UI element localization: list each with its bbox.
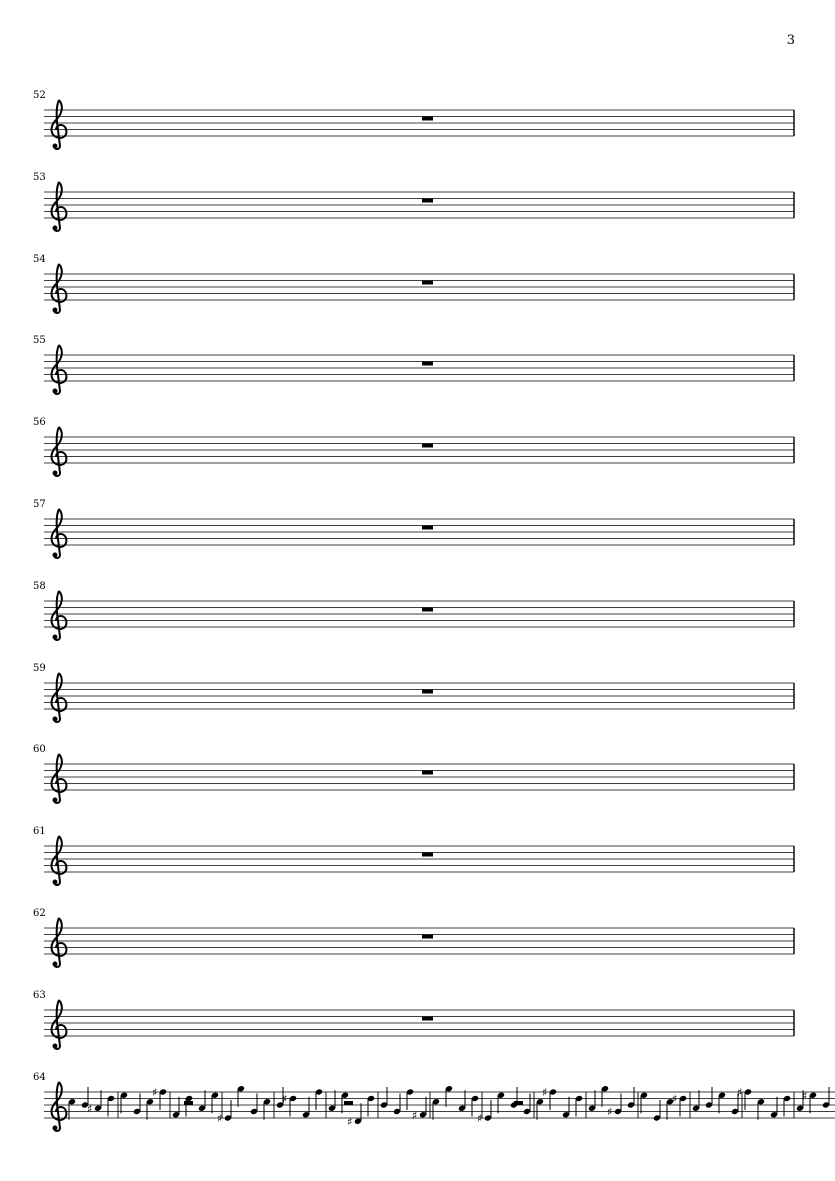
sharp-icon: ♯ (737, 1085, 743, 1099)
staff-svg (44, 417, 794, 497)
treble-clef-icon (52, 345, 67, 394)
treble-clef-icon (52, 836, 67, 885)
staff-system (0, 908, 835, 988)
sharp-icon: ♯ (542, 1085, 548, 1099)
half-rest (344, 1101, 353, 1105)
sharp-icon: ♯ (282, 1092, 288, 1106)
treble-clef-icon (52, 427, 67, 476)
staff-svg (44, 172, 794, 252)
sharp-icon: ♯ (412, 1108, 418, 1122)
treble-clef-icon (52, 591, 67, 640)
measure-number: 57 (33, 499, 46, 510)
whole-rest (422, 935, 433, 939)
staff-system (0, 581, 835, 661)
measure-number: 62 (33, 908, 46, 919)
staff (44, 663, 794, 743)
whole-rest (422, 362, 433, 366)
staff (44, 172, 794, 252)
treble-clef-icon (52, 1082, 67, 1131)
whole-rest (422, 1016, 433, 1020)
measure-number: 54 (33, 253, 46, 265)
staff-system (0, 90, 835, 170)
staff-svg (44, 663, 794, 743)
sharp-icon: ♯ (87, 1101, 93, 1115)
staff-svg (44, 90, 794, 170)
staff-system (0, 990, 835, 1070)
treble-clef-icon (52, 673, 67, 722)
treble-clef-icon (52, 918, 67, 967)
staff-system (0, 826, 835, 906)
staff-system (0, 663, 835, 743)
treble-clef-icon (52, 100, 67, 149)
staff-svg (44, 908, 794, 988)
half-rest (184, 1101, 193, 1105)
treble-clef-icon (52, 754, 67, 803)
treble-clef-icon (52, 182, 67, 231)
treble-clef-icon (52, 509, 67, 558)
staff-system (0, 172, 835, 252)
measure-number: 56 (33, 417, 46, 429)
sharp-icon: ♯ (672, 1092, 678, 1106)
measure-number: 58 (33, 580, 46, 592)
whole-rest (422, 771, 433, 775)
treble-clef-icon (52, 1000, 67, 1049)
staff-system (0, 335, 835, 415)
staff-svg (44, 581, 794, 661)
whole-rest (422, 526, 433, 530)
staff (44, 990, 794, 1070)
staff (44, 826, 794, 906)
staff (44, 417, 794, 497)
staff-system (0, 1072, 835, 1152)
measure-number: 52 (33, 90, 46, 101)
whole-rest (422, 607, 433, 611)
whole-rest (422, 444, 433, 448)
staff (44, 499, 794, 579)
staff-svg (44, 990, 794, 1070)
staff-svg (44, 335, 794, 415)
staff (44, 908, 794, 988)
staff-system (0, 254, 835, 334)
staff (44, 335, 794, 415)
half-rest (514, 1101, 523, 1105)
staff-svg (44, 499, 794, 579)
measure-number: 64 (33, 1071, 46, 1083)
sharp-icon: ♯ (217, 1111, 223, 1125)
staff-system (0, 499, 835, 579)
whole-rest (422, 280, 433, 284)
sharp-icon: ♯ (152, 1085, 158, 1099)
whole-rest (422, 117, 433, 121)
measure-number: 59 (33, 662, 46, 674)
staff-svg (44, 254, 794, 334)
measure-number: 53 (33, 171, 46, 183)
staff (44, 744, 794, 824)
whole-rest (422, 689, 433, 693)
measure-number: 55 (33, 335, 46, 347)
staff (44, 581, 794, 661)
sharp-icon: ♯ (347, 1114, 353, 1128)
staff (44, 254, 794, 334)
staff (44, 90, 794, 170)
page-number: 3 (786, 33, 795, 48)
treble-clef-icon (52, 264, 67, 313)
whole-rest (422, 853, 433, 857)
staff-system (0, 417, 835, 497)
staff-system (0, 744, 835, 824)
sharp-icon: ♯ (607, 1105, 613, 1119)
measure-number: 60 (33, 744, 46, 756)
measure-number: 61 (33, 826, 46, 838)
sharp-icon: ♯ (477, 1111, 483, 1125)
staff (44, 1072, 808, 1152)
staff-svg (44, 1072, 835, 1152)
staff-svg (44, 826, 794, 906)
measure-number: 63 (33, 989, 46, 1001)
sharp-icon: ♯ (802, 1088, 808, 1102)
staff-svg (44, 744, 794, 824)
whole-rest (422, 198, 433, 202)
